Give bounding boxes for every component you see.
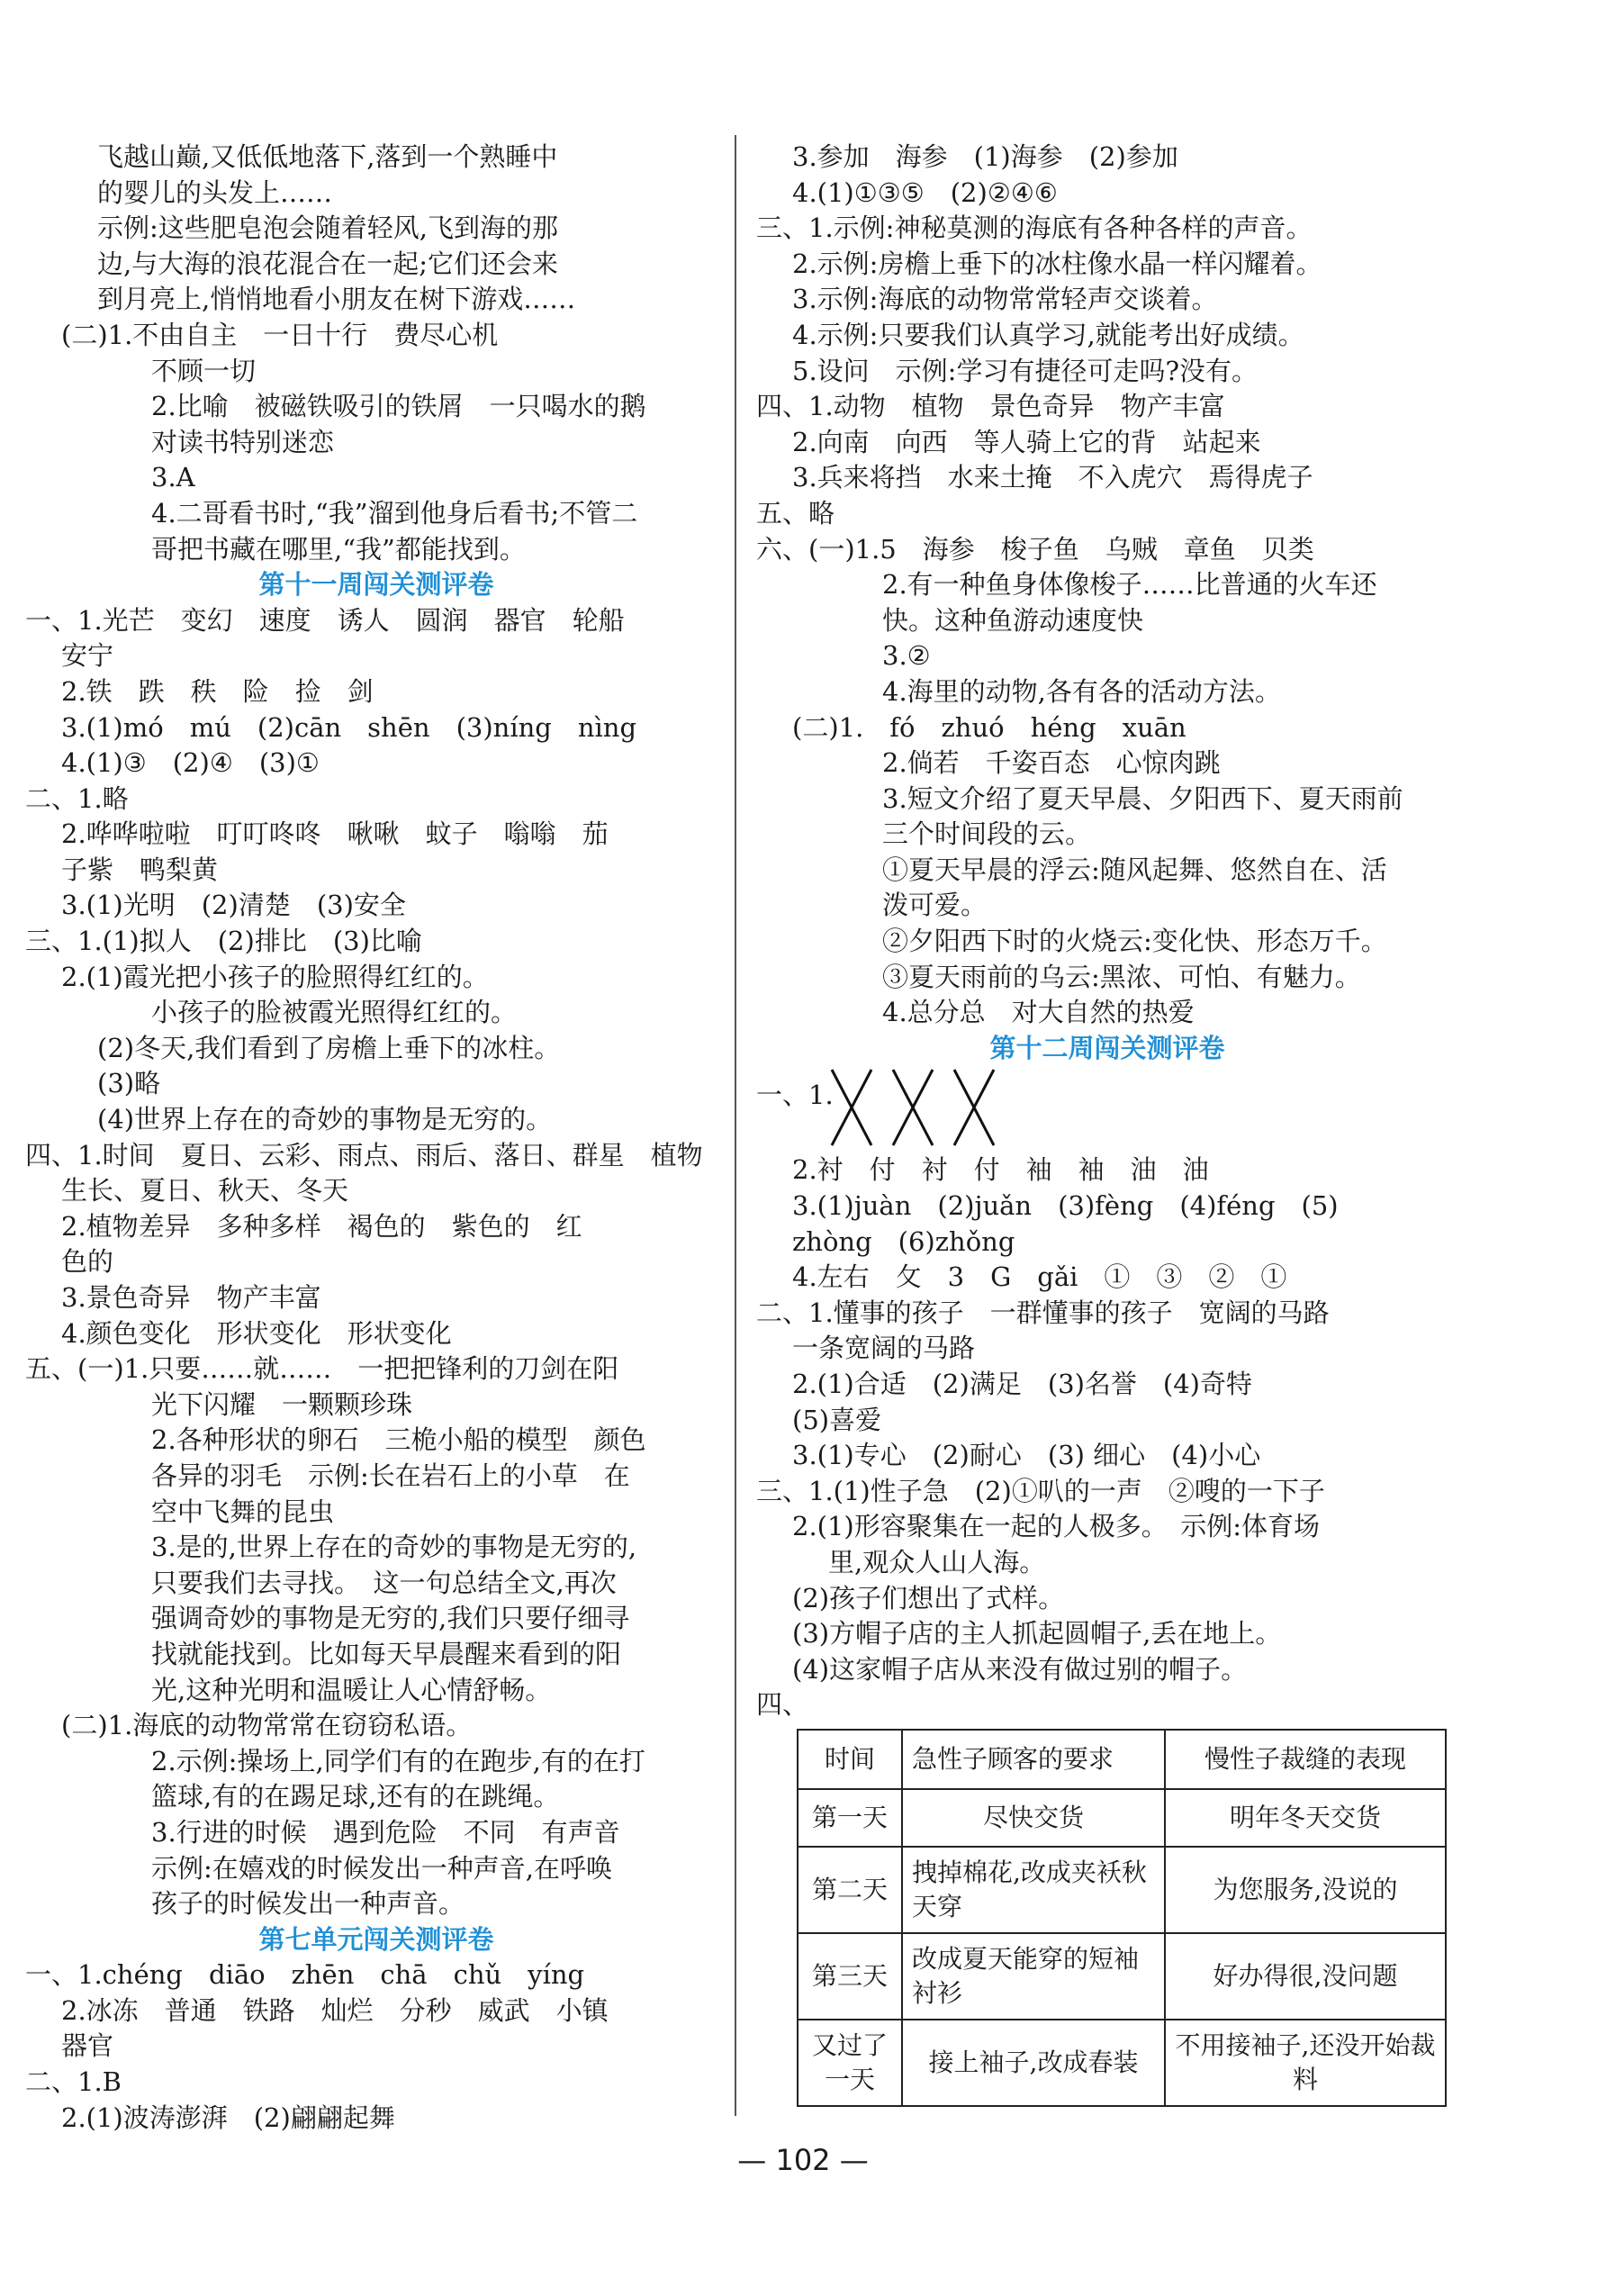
table-cell: 拽掉棉花,改成夹袄秋天穿 <box>902 1847 1165 1933</box>
answer-line: 3.(1)mó mú (2)cān shēn (3)níng nìng <box>61 711 637 743</box>
table-cell: 又过了一天 <box>798 2020 902 2106</box>
matching-lines <box>756 1066 1458 1153</box>
answer-line: 2.(1)波涛澎湃 (2)翩翩起舞 <box>61 2102 395 2133</box>
crossed-lines-figure <box>828 1066 1026 1149</box>
table-cell: 改成夏天能穿的短袖衬衫 <box>902 1933 1165 2020</box>
answer-line: 三个时间段的云。 <box>882 818 1092 850</box>
table-row <box>798 1847 1446 1933</box>
answer-line: 只要我们去寻找。 这一句总结全文,再次 <box>151 1567 617 1598</box>
answer-line: 小孩子的脸被霞光照得红红的。 <box>151 997 518 1028</box>
answer-line: 2.(1)形容聚集在一起的人极多。 示例:体育场 <box>792 1511 1321 1542</box>
column-divider <box>735 135 736 2116</box>
table-cell: 好办得很,没问题 <box>1165 1933 1446 2020</box>
answer-line: 3.短文介绍了夏天早晨、夕阳西下、夏天雨前 <box>882 782 1403 814</box>
answer-line: 2.倘若 千姿百态 心惊肉跳 <box>882 747 1221 779</box>
answer-line: 2.冰冻 普通 铁路 灿烂 分秒 威武 小镇 <box>61 1994 609 2026</box>
answer-line: 3.示例:海底的动物常常轻声交谈着。 <box>792 284 1218 315</box>
answer-line: (5)喜爱 <box>792 1404 882 1435</box>
matching-label: 一、1. <box>756 1080 834 1111</box>
answer-line: ①夏天早晨的浮云:随风起舞、悠然自在、活 <box>882 854 1387 885</box>
answer-line: (二)1.海底的动物常常在窃窃私语。 <box>61 1710 473 1741</box>
table-header-cell: 时间 <box>798 1730 902 1789</box>
answer-line: 器官 <box>61 2030 114 2062</box>
answer-line: 2.(1)霞光把小孩子的脸照得红红的。 <box>61 961 489 992</box>
answer-line: 5.设问 示例:学习有捷径可走吗?没有。 <box>792 355 1258 386</box>
answer-line: 2.示例:房檐上垂下的冰柱像水晶一样闪耀着。 <box>792 248 1322 279</box>
answer-line: 一、1.光芒 变幻 速度 诱人 圆润 器官 轮船 <box>25 604 625 636</box>
answer-line: 生长、夏日、秋天、冬天 <box>61 1175 349 1207</box>
answer-line: 3.A <box>151 462 195 493</box>
answer-line: 四、1.动物 植物 景色奇异 物产丰富 <box>756 391 1225 422</box>
answer-line: 边,与大海的浪花混合在一起;它们还会来 <box>97 248 558 279</box>
answer-line: 二、1.略 <box>25 782 129 814</box>
answer-line: 四、1.时间 夏日、云彩、雨点、雨后、落日、群星 植物 <box>25 1139 703 1171</box>
answer-line: 3.行进的时候 遇到危险 不同 有声音 <box>151 1816 620 1848</box>
answer-line: 2.(1)合适 (2)满足 (3)名誉 (4)奇特 <box>792 1369 1252 1399</box>
answer-line: (2)冬天,我们看到了房檐上垂下的冰柱。 <box>97 1032 561 1063</box>
answer-line: 2.有一种鱼身体像梭子……比普通的火车还 <box>882 569 1377 601</box>
answer-line: 五、(一)1.只要……就…… 一把把锋利的刀剑在阳 <box>25 1353 619 1385</box>
answer-line: 4.(1)①③⑤ (2)②④⑥ <box>792 176 1058 208</box>
answer-line: 3.(1)光明 (2)清楚 (3)安全 <box>61 890 406 921</box>
answer-line: 泼可爱。 <box>882 890 988 921</box>
table-cell: 第一天 <box>798 1789 902 1847</box>
answer-line: 篮球,有的在踢足球,还有的在跳绳。 <box>151 1781 560 1812</box>
answer-line: 到月亮上,悄悄地看小朋友在树下游戏…… <box>97 284 576 315</box>
answer-line: 里,观众人山人海。 <box>828 1546 1046 1577</box>
answer-line: 2.比喻 被磁铁吸引的铁屑 一只喝水的鹅 <box>151 391 646 422</box>
answer-line: 2.衬 付 衬 付 袖 袖 油 油 <box>792 1154 1209 1186</box>
answer-line: 4.总分总 对大自然的热爱 <box>882 997 1195 1028</box>
answer-line: 三、1.(1)性子急 (2)①叭的一声 ②嗖的一下子 <box>756 1475 1325 1506</box>
answer-line: (2)孩子们想出了式样。 <box>792 1582 1065 1614</box>
table-cell: 第二天 <box>798 1847 902 1933</box>
table-cell: 明年冬天交货 <box>1165 1789 1446 1847</box>
answer-line: 2.向南 向西 等人骑上它的背 站起来 <box>792 426 1261 457</box>
answer-line: 2.示例:操场上,同学们有的在跑步,有的在打 <box>151 1745 645 1776</box>
table-header-cell: 急性子顾客的要求 <box>902 1730 1165 1789</box>
answer-line: 一条宽阔的马路 <box>792 1333 976 1364</box>
table-cell: 第三天 <box>798 1933 902 2020</box>
answer-line: 3.景色奇异 物产丰富 <box>61 1282 321 1313</box>
right-bottom-lines <box>756 1153 1458 1723</box>
answer-line: 不顾一切 <box>151 355 257 386</box>
answer-line: 4.示例:只要我们认真学习,就能考出好成绩。 <box>792 319 1304 350</box>
answer-line: 二、1.B <box>25 2066 122 2098</box>
answer-line: (二)1. fó zhuó héng xuān <box>792 711 1186 743</box>
answer-line: 强调奇妙的事物是无穷的,我们只要仔细寻 <box>151 1603 630 1634</box>
table-header-cell: 慢性子裁缝的表现 <box>1165 1730 1446 1789</box>
answer-line: 三、1.示例:神秘莫测的海底有各种各样的声音。 <box>756 212 1313 244</box>
answer-line: 五、略 <box>756 497 835 529</box>
answer-line: 快。这种鱼游动速度快 <box>882 604 1144 636</box>
section-heading: 第十一周闯关测评卷 <box>258 569 494 601</box>
answer-line: (二)1.不由自主 一日十行 费尽心机 <box>61 319 499 350</box>
answer-line: zhòng (6)zhǒng <box>792 1225 1015 1257</box>
answer-line: ②夕阳西下时的火烧云:变化快、形态万千。 <box>882 926 1387 957</box>
answer-line: 2.各种形状的卵石 三桅小船的模型 颜色 <box>151 1424 646 1456</box>
left-column <box>25 140 727 2136</box>
answer-line: 4.二哥看书时,“我”溜到他身后看书;不管二 <box>151 497 638 529</box>
answer-table <box>797 1729 1447 2107</box>
answer-line: 示例:在嬉戏的时候发出一种声音,在呼唤 <box>151 1852 612 1884</box>
answer-line: (3)略 <box>97 1068 161 1099</box>
answer-line: 4.海里的动物,各有各的活动方法。 <box>882 675 1281 707</box>
answer-line: (3)方帽子店的主人抓起圆帽子,丢在地上。 <box>792 1618 1282 1650</box>
table-row <box>798 1789 1446 1847</box>
table-header-row <box>798 1730 1446 1789</box>
answer-line: 安宁 <box>61 640 114 672</box>
answer-line: 子紫 鸭梨黄 <box>61 854 219 885</box>
answer-line: 找就能找到。比如每天早晨醒来看到的阳 <box>151 1638 622 1669</box>
answer-line: 光下闪耀 一颗颗珍珠 <box>151 1388 413 1420</box>
answer-line: 3.(1)juàn (2)juǎn (3)fèng (4)féng (5) <box>792 1190 1339 1222</box>
answer-line: 3.是的,世界上存在的奇妙的事物是无穷的, <box>151 1532 637 1563</box>
answer-line: 各异的羽毛 示例:长在岩石上的小草 在 <box>151 1460 630 1491</box>
answer-line: 六、(一)1.5 海参 梭子鱼 乌贼 章鱼 贝类 <box>756 533 1314 565</box>
answer-line: 飞越山巅,又低低地落下,落到一个熟睡中 <box>97 141 558 172</box>
table-cell: 接上袖子,改成春装 <box>902 2020 1165 2106</box>
table-row <box>798 1933 1446 2020</box>
answer-line: 4.颜色变化 形状变化 形状变化 <box>61 1317 452 1349</box>
answer-line: 一、1.chéng diāo zhēn chā chǔ yíng <box>25 1959 585 1991</box>
answer-line: 4.左右 攵 3 G gǎi ① ③ ② ① <box>792 1261 1287 1293</box>
answer-line: 2.铁 跌 秩 险 捡 剑 <box>61 675 374 707</box>
answer-line: 二、1.懂事的孩子 一群懂事的孩子 宽阔的马路 <box>756 1297 1330 1328</box>
page-number: — 102 — <box>737 2143 869 2177</box>
answer-line: 示例:这些肥皂泡会随着轻风,飞到海的那 <box>97 212 558 244</box>
answer-line: 3.参加 海参 (1)海参 (2)参加 <box>792 141 1178 172</box>
answer-line: (4)这家帽子店从来没有做过别的帽子。 <box>792 1653 1248 1685</box>
answer-line: 空中飞舞的昆虫 <box>151 1496 335 1527</box>
right-column <box>756 140 1458 2107</box>
answer-line: 4.(1)③ (2)④ (3)① <box>61 747 320 779</box>
table-cell: 尽快交货 <box>902 1789 1165 1847</box>
table-cell: 不用接袖子,还没开始裁料 <box>1165 2020 1446 2106</box>
section-heading: 第十二周闯关测评卷 <box>989 1032 1225 1063</box>
table-row <box>798 2020 1446 2106</box>
answer-line: 2.植物差异 多种多样 褐色的 紫色的 红 <box>61 1210 582 1242</box>
answer-line: 3.兵来将挡 水来土掩 不入虎穴 焉得虎子 <box>792 462 1313 493</box>
answer-line: (4)世界上存在的奇妙的事物是无穷的。 <box>97 1104 553 1135</box>
answer-line: 孩子的时候发出一种声音。 <box>151 1888 465 1920</box>
answer-line: 3.② <box>882 640 931 672</box>
table-cell: 为您服务,没说的 <box>1165 1847 1446 1933</box>
answer-line: 2.哗哗啦啦 叮叮咚咚 啾啾 蚊子 嗡嗡 茄 <box>61 818 609 850</box>
answer-line: 四、 <box>756 1689 809 1721</box>
answer-line: 对读书特别迷恋 <box>151 426 335 457</box>
answer-line: 哥把书藏在哪里,“我”都能找到。 <box>151 533 526 565</box>
answer-line: 三、1.(1)拟人 (2)排比 (3)比喻 <box>25 926 422 957</box>
answer-line: ③夏天雨前的乌云:黑浓、可怕、有魅力。 <box>882 961 1361 992</box>
answer-line: 光,这种光明和温暖让人心情舒畅。 <box>151 1674 552 1705</box>
answer-line: 3.(1)专心 (2)耐心 (3) 细心 (4)小心 <box>792 1440 1261 1471</box>
answer-line: 色的 <box>61 1246 114 1278</box>
section-heading: 第七单元闯关测评卷 <box>258 1923 494 1955</box>
answer-line: 的婴儿的头发上…… <box>97 176 333 208</box>
right-top-lines <box>756 140 1458 1066</box>
